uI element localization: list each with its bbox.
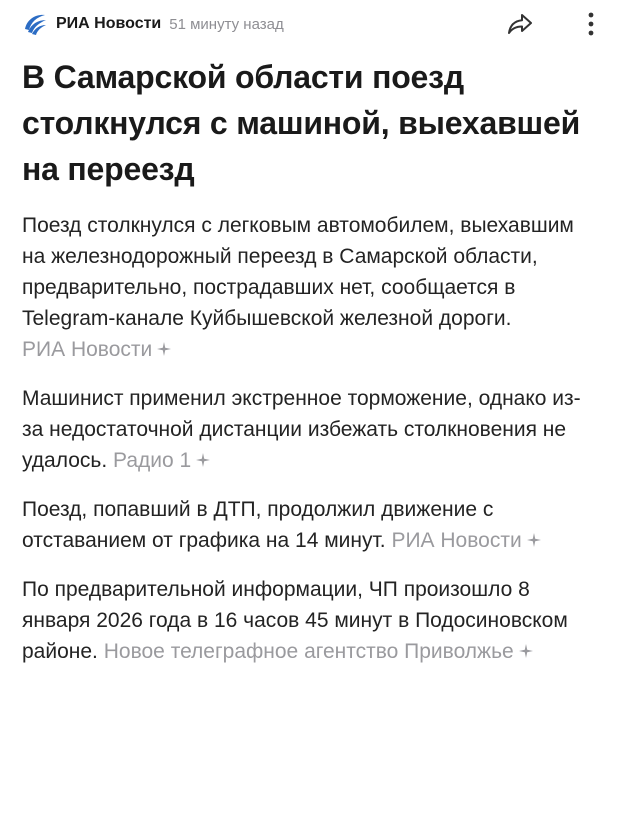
paragraph-text: Поезд, попавший в ДТП, продолжил движение с отставанием от графика на 14 минут.: [22, 498, 494, 552]
card-header: [22, 0, 601, 48]
publish-time: 51 минуту назад: [169, 15, 284, 33]
paragraph-source-link[interactable]: [104, 640, 534, 663]
article-paragraph: [22, 383, 601, 476]
sparkle-icon: [195, 452, 211, 468]
share-icon: [507, 13, 533, 35]
paragraph-source-name: РИА Новости: [22, 338, 153, 361]
more-options-button[interactable]: [583, 8, 599, 40]
paragraph-source-name: Новое телеграфное агентство Приволжье: [103, 640, 514, 663]
paragraph-text: Поезд столкнулся с легковым автомобилем, выехавшим на железнодорожный переезд в Самарской области, предварительно, пострадавших нет, сообщается в Telegram-канале Куйбышевской железной дороги.: [22, 214, 574, 330]
more-vertical-icon: [588, 12, 594, 36]
share-button[interactable]: [505, 10, 535, 38]
paragraph-source-link[interactable]: [113, 449, 211, 472]
sparkle-icon: [156, 341, 172, 357]
article-paragraph: [22, 210, 601, 365]
paragraph-text: По предварительной информации, ЧП произошло 8 января 2026 года в 16 часов 45 минут в Подосиновском районе.: [22, 578, 568, 663]
paragraph-source-link[interactable]: [22, 338, 172, 361]
source-name[interactable]: РИА Новости: [56, 15, 162, 32]
paragraph-source-link[interactable]: [391, 529, 541, 552]
paragraph-text: Машинист применил экстренное торможение, однако из-за недостаточной дистанции избежать столкновения не удалось.: [22, 387, 581, 472]
paragraph-source-name: Радио 1: [113, 449, 192, 472]
ria-logo-icon: [22, 11, 48, 37]
article-headline[interactable]: В Самарской области поезд столкнулся с машиной, выехавшей на переезд: [22, 59, 581, 187]
article-paragraph: [22, 574, 601, 667]
sparkle-icon: [518, 643, 534, 659]
article-paragraph: [22, 494, 601, 556]
paragraph-source-name: РИА Новости: [391, 529, 522, 552]
sparkle-icon: [526, 532, 542, 548]
